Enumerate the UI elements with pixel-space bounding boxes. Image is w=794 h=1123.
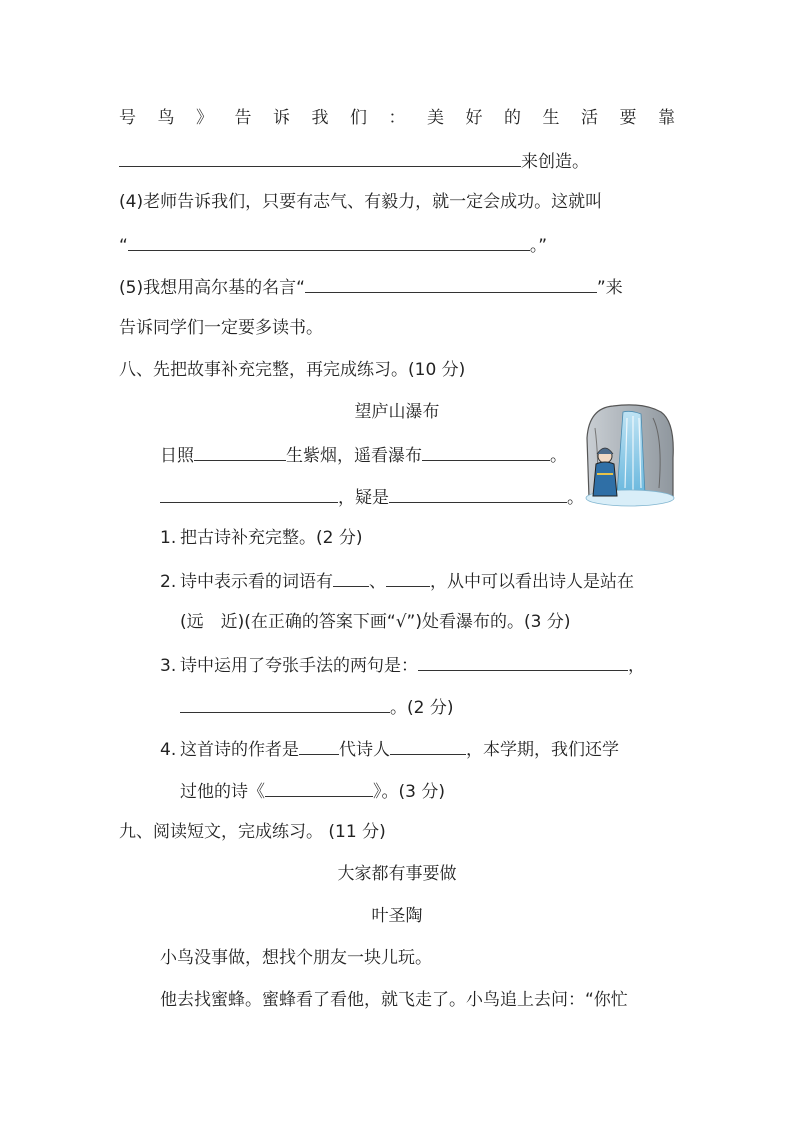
text: ，从中可以看出诗人是站在 bbox=[430, 572, 634, 592]
text: 日照 bbox=[160, 446, 194, 466]
item-number: 2. bbox=[160, 572, 177, 592]
answer-blank[interactable] bbox=[418, 652, 628, 671]
text: 生紫烟，遥看瀑布 bbox=[286, 446, 422, 466]
q8-sub2-line2: (远 近)(在正确的答案下画“√”)处看瀑布的。(3 分) bbox=[180, 612, 571, 632]
answer-blank[interactable] bbox=[194, 442, 286, 461]
answer-blank[interactable] bbox=[305, 274, 597, 293]
q9-heading: 九、阅读短文，完成练习。 (11 分) bbox=[119, 822, 386, 842]
answer-blank[interactable] bbox=[160, 484, 338, 503]
char: 好 bbox=[465, 108, 483, 128]
char: 》 bbox=[196, 108, 213, 128]
quote-open: “ bbox=[119, 236, 128, 256]
text: ，本学期，我们还学 bbox=[466, 740, 619, 760]
char: 们 bbox=[350, 108, 367, 128]
char: 活 bbox=[581, 108, 598, 128]
char: 我 bbox=[311, 108, 329, 128]
text: 来创造。 bbox=[521, 152, 589, 172]
answer-blank[interactable] bbox=[128, 232, 530, 251]
text: 》。(3 分) bbox=[373, 782, 445, 802]
q8-sub3-line1 bbox=[160, 652, 645, 678]
item-number: 3. bbox=[160, 656, 177, 676]
char: ： bbox=[388, 108, 406, 128]
passage-paragraph-2: 他去找蜜蜂。蜜蜂看了看他，就飞走了。小鸟追上去问：“你忙 bbox=[160, 990, 628, 1010]
char: 诉 bbox=[273, 108, 290, 128]
q7-item5-line2: 告诉同学们一定要多读书。 bbox=[119, 318, 323, 338]
text: 、 bbox=[369, 572, 386, 592]
text: ， bbox=[628, 656, 645, 676]
waterfall-poet-illustration bbox=[583, 398, 677, 508]
text: ”来 bbox=[596, 278, 623, 298]
answer-blank[interactable] bbox=[422, 442, 550, 461]
passage-title: 大家都有事要做 bbox=[337, 864, 457, 884]
q7-item3-line1 bbox=[119, 106, 675, 130]
char: 靠 bbox=[658, 108, 675, 128]
char: 鸟 bbox=[157, 108, 175, 128]
passage-paragraph-1: 小鸟没事做，想找个朋友一块儿玩。 bbox=[160, 948, 432, 968]
text: 诗中运用了夸张手法的两句是： bbox=[180, 656, 418, 676]
char: 的 bbox=[504, 108, 521, 128]
char: 要 bbox=[619, 108, 637, 128]
answer-blank[interactable] bbox=[180, 694, 390, 713]
answer-blank[interactable] bbox=[389, 484, 567, 503]
poem-line-1 bbox=[160, 442, 567, 468]
text: 。(2 分) bbox=[390, 698, 454, 718]
answer-blank[interactable] bbox=[265, 778, 373, 797]
text: 诗中表示看的词语有 bbox=[180, 572, 333, 592]
answer-blank[interactable] bbox=[299, 736, 339, 755]
char: 号 bbox=[119, 108, 136, 128]
answer-blank[interactable] bbox=[386, 568, 430, 587]
char: 告 bbox=[234, 108, 252, 128]
text: 这首诗的作者是 bbox=[180, 740, 299, 760]
text: 把古诗补充完整。(2 分) bbox=[180, 528, 363, 548]
q8-sub3-line2 bbox=[180, 694, 453, 720]
answer-blank[interactable] bbox=[333, 568, 369, 587]
char: 生 bbox=[542, 108, 560, 128]
text: 。 bbox=[567, 488, 584, 508]
q7-item5-line1 bbox=[119, 274, 623, 300]
quote-close: 。” bbox=[529, 236, 548, 256]
text: 过他的诗《 bbox=[180, 782, 265, 802]
poem-line-2 bbox=[160, 484, 584, 510]
answer-blank[interactable] bbox=[119, 148, 521, 167]
char: 美 bbox=[427, 108, 444, 128]
text: 代诗人 bbox=[339, 740, 390, 760]
text: 。 bbox=[550, 446, 567, 466]
passage-author: 叶圣陶 bbox=[371, 906, 423, 926]
q7-item4-line2 bbox=[119, 232, 547, 258]
q8-heading: 八、先把故事补充完整，再完成练习。(10 分) bbox=[119, 360, 466, 380]
item-number: 4. bbox=[160, 740, 177, 760]
text: ，疑是 bbox=[338, 488, 389, 508]
q8-sub4-line1 bbox=[160, 736, 619, 762]
item-number: 1. bbox=[160, 528, 177, 548]
q7-item4-line1: (4)老师告诉我们，只要有志气、有毅力，就一定会成功。这就叫 bbox=[119, 192, 603, 212]
poem-title: 望庐山瀑布 bbox=[354, 402, 440, 422]
q8-sub1 bbox=[160, 526, 362, 550]
q7-item3-line2 bbox=[119, 148, 589, 174]
q8-sub4-line2 bbox=[180, 778, 445, 804]
q8-sub2-line1 bbox=[160, 568, 634, 594]
text: (5)我想用高尔基的名言“ bbox=[119, 278, 305, 298]
answer-blank[interactable] bbox=[390, 736, 466, 755]
